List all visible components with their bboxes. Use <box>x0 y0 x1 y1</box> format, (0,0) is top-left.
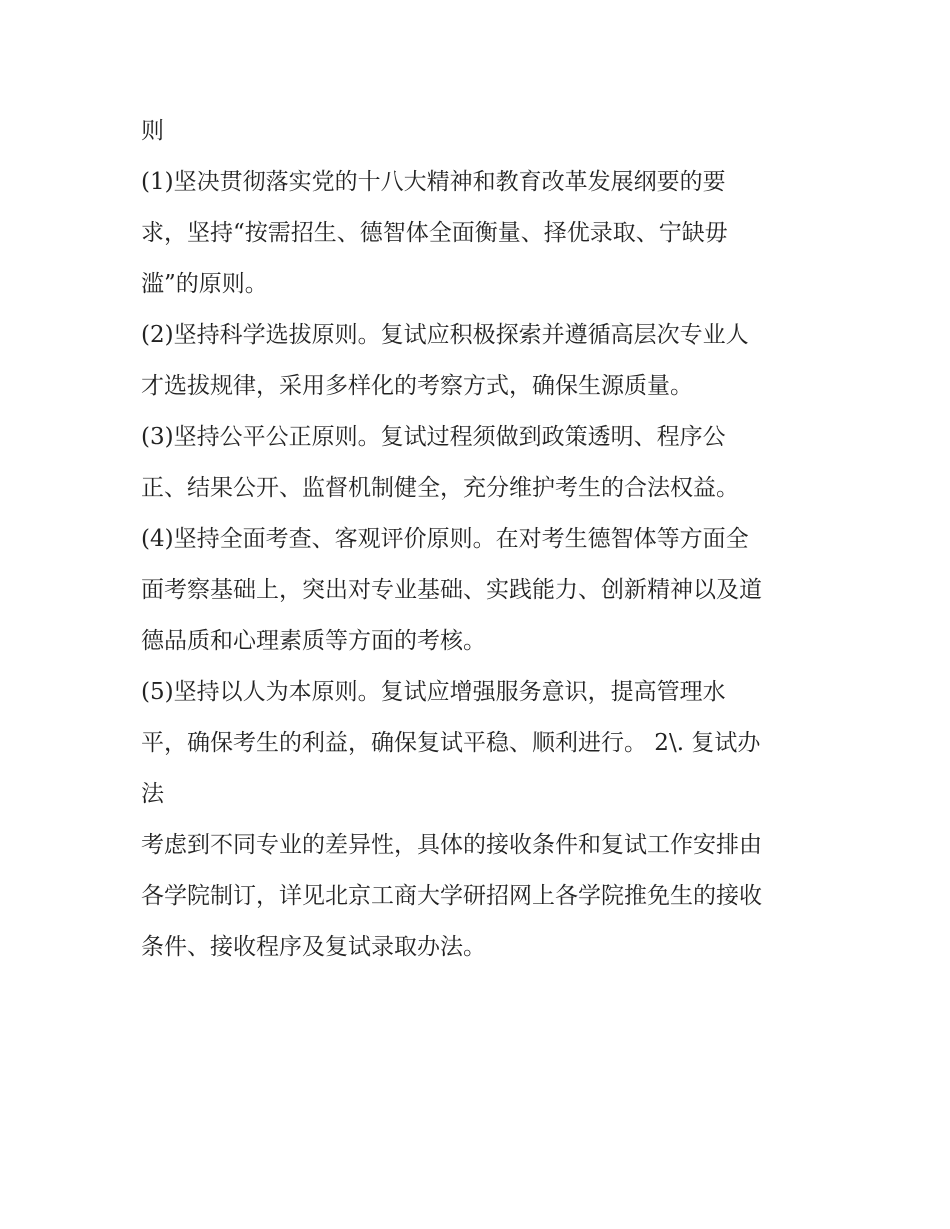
text-line: 平，确保考生的利益，确保复试平稳、顺利进行。 2\. 复试办 <box>141 730 761 756</box>
text-line: (4)坚持全面考查、客观评价原则。在对考生德智体等方面全 <box>141 526 749 552</box>
text-line: (2)坚持科学选拔原则。复试应积极探索并遵循高层次专业人 <box>141 322 749 348</box>
text-line: 正、结果公开、监督机制健全，充分维护考生的合法权益。 <box>141 475 739 501</box>
text-line: 德品质和心理素质等方面的考核。 <box>141 628 486 654</box>
text-line: 求，坚持“按需招生、德智体全面衡量、择优录取、宁缺毋 <box>141 220 728 246</box>
text-line: 法 <box>141 781 164 807</box>
text-line: (5)坚持以人为本原则。复试应增强服务意识，提高管理水 <box>141 679 726 705</box>
text-line: 才选拔规律，采用多样化的考察方式，确保生源质量。 <box>141 373 693 399</box>
text-line: 滥”的原则。 <box>141 271 268 297</box>
text-line: 各学院制订，详见北京工商大学研招网上各学院推免生的接收 <box>141 883 762 909</box>
text-line: 条件、接收程序及复试录取办法。 <box>141 934 486 960</box>
text-line: (1)坚决贯彻落实党的十八大精神和教育改革发展纲要的要 <box>141 169 726 195</box>
text-line: (3)坚持公平公正原则。复试过程须做到政策透明、程序公 <box>141 424 726 450</box>
text-line: 则 <box>141 118 164 144</box>
document-body <box>141 106 841 973</box>
text-line: 面考察基础上，突出对专业基础、实践能力、创新精神以及道 <box>141 577 762 603</box>
text-line: 考虑到不同专业的差异性，具体的接收条件和复试工作安排由 <box>141 832 762 858</box>
